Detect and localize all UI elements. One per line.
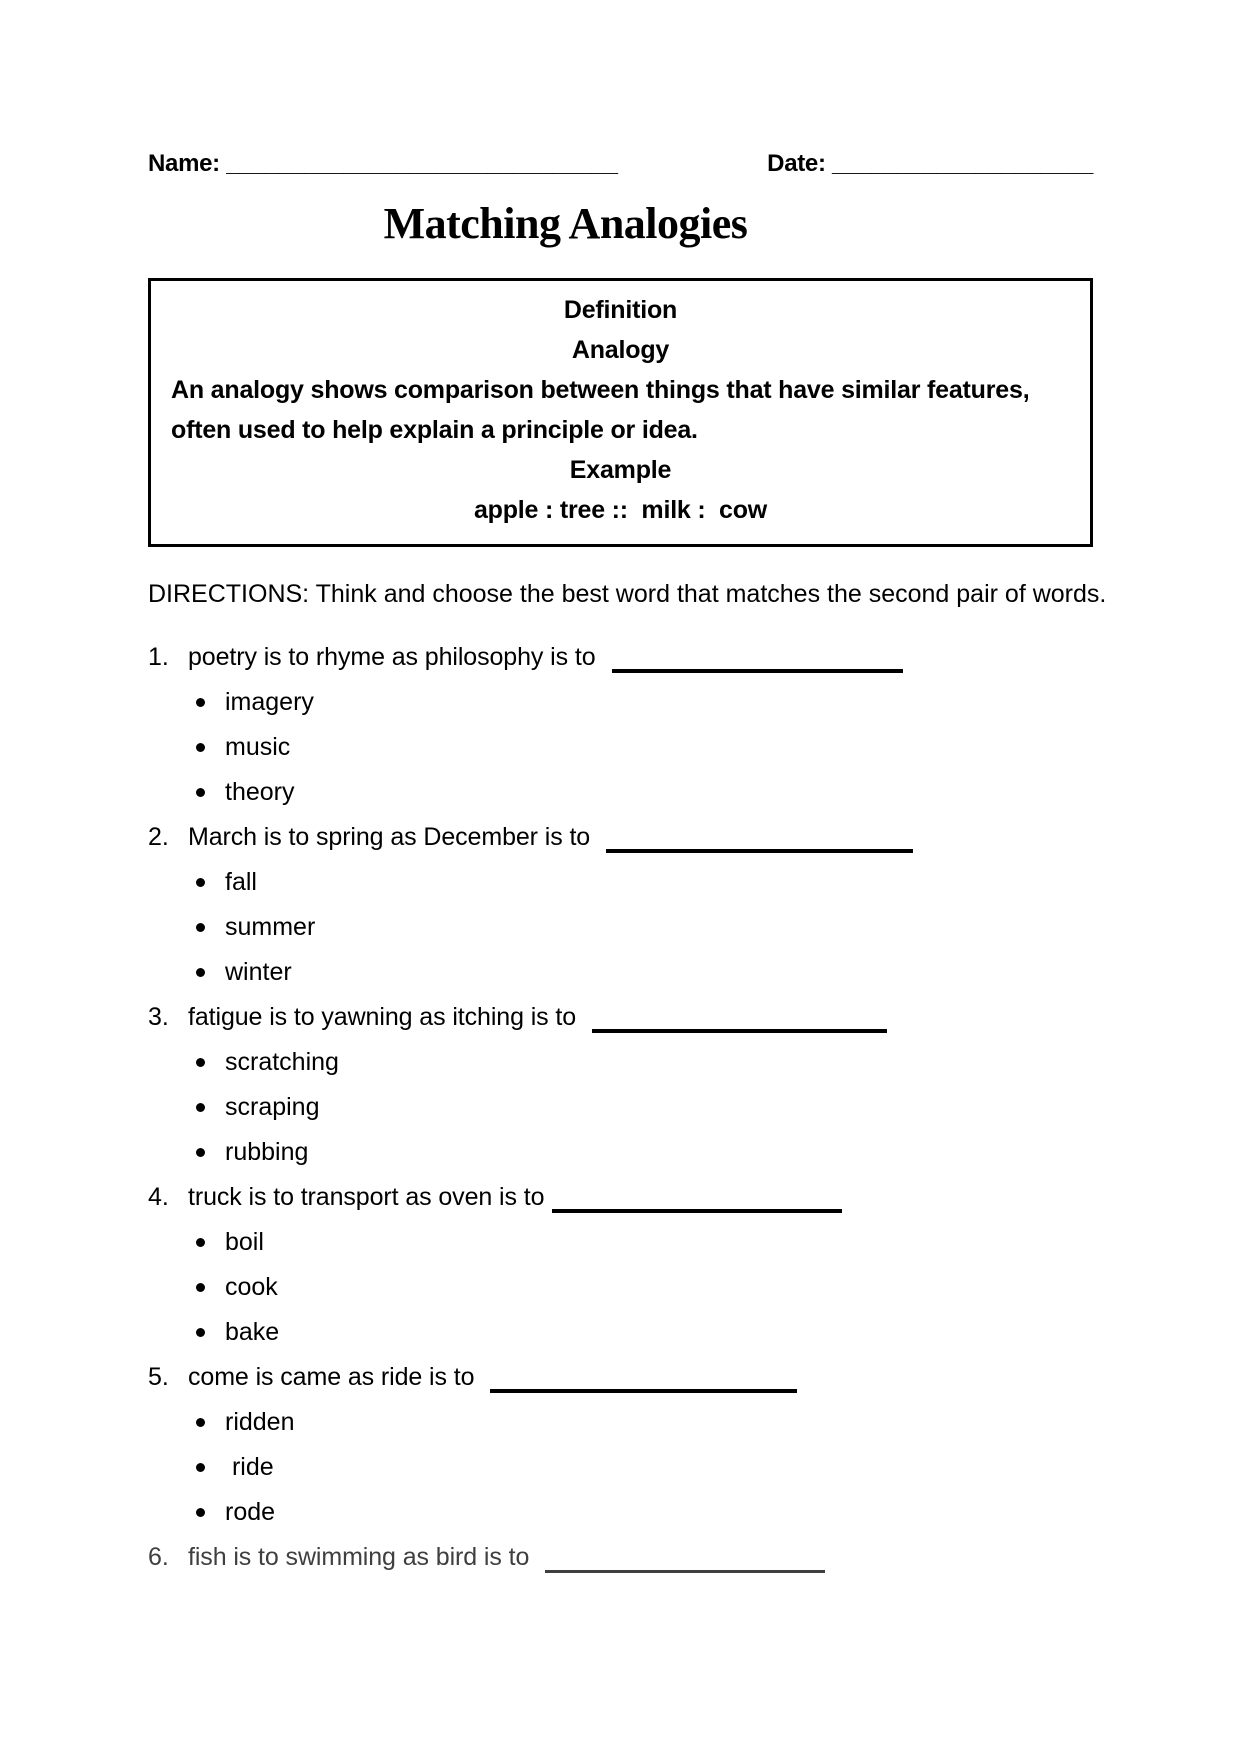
name-label: Name: bbox=[148, 150, 220, 177]
option-row bbox=[148, 1445, 1093, 1490]
question-prompt: fish is to swimming as bird is to bbox=[188, 1543, 530, 1571]
option-row bbox=[148, 1400, 1093, 1445]
header-row bbox=[148, 150, 1093, 178]
option-row bbox=[148, 770, 1093, 815]
bullet-icon bbox=[196, 698, 205, 707]
question-list bbox=[148, 635, 1093, 1580]
question-number: 3. bbox=[148, 1003, 169, 1031]
option-row bbox=[148, 725, 1093, 770]
option-row bbox=[148, 1310, 1093, 1355]
option-label: bake bbox=[225, 1318, 280, 1346]
question-prompt: March is to spring as December is to bbox=[188, 823, 591, 851]
question-1 bbox=[148, 635, 1093, 680]
option-label: cook bbox=[225, 1273, 278, 1301]
answer-blank-3[interactable] bbox=[592, 1029, 887, 1033]
option-row bbox=[148, 1130, 1093, 1175]
definition-heading: Definition bbox=[563, 296, 678, 324]
answer-blank-1[interactable] bbox=[612, 669, 903, 673]
bullet-icon bbox=[196, 1148, 205, 1157]
option-row bbox=[148, 1085, 1093, 1130]
bullet-icon bbox=[196, 743, 205, 752]
option-row bbox=[148, 1040, 1093, 1085]
question-number: 1. bbox=[148, 643, 169, 671]
bullet-icon bbox=[196, 1463, 205, 1472]
date-label: Date: bbox=[767, 150, 826, 177]
bullet-icon bbox=[196, 1328, 205, 1337]
option-row bbox=[148, 1490, 1093, 1535]
name-field bbox=[148, 150, 618, 178]
option-label: scratching bbox=[225, 1048, 339, 1076]
option-label: winter bbox=[225, 958, 292, 986]
question-3 bbox=[148, 995, 1093, 1040]
question-number: 6. bbox=[148, 1543, 169, 1571]
question-prompt: fatigue is to yawning as itching is to bbox=[188, 1003, 577, 1031]
option-label: ridden bbox=[225, 1408, 295, 1436]
answer-blank-5[interactable] bbox=[490, 1389, 797, 1393]
question-number: 2. bbox=[148, 823, 169, 851]
option-label: imagery bbox=[225, 688, 314, 716]
question-number: 4. bbox=[148, 1183, 169, 1211]
bullet-icon bbox=[196, 1508, 205, 1517]
option-label: music bbox=[225, 733, 291, 761]
definition-box bbox=[148, 278, 1093, 547]
bullet-icon bbox=[196, 1238, 205, 1247]
name-blank-line[interactable]: ______________________________ bbox=[219, 150, 618, 177]
answer-blank-4[interactable] bbox=[552, 1209, 842, 1213]
option-row bbox=[148, 680, 1093, 725]
question-prompt: come is came as ride is to bbox=[188, 1363, 475, 1391]
option-row bbox=[148, 860, 1093, 905]
question-2 bbox=[148, 815, 1093, 860]
directions-text: DIRECTIONS: Think and choose the best word that matches the second pair of words. bbox=[148, 580, 1107, 608]
example-heading: Example bbox=[569, 456, 672, 484]
option-label: ride bbox=[225, 1453, 274, 1481]
bullet-icon bbox=[196, 788, 205, 797]
option-label: summer bbox=[225, 913, 316, 941]
option-row bbox=[148, 1220, 1093, 1265]
question-4 bbox=[148, 1175, 1093, 1220]
analogy-heading: Analogy bbox=[571, 336, 670, 364]
question-number: 5. bbox=[148, 1363, 169, 1391]
answer-blank-6[interactable] bbox=[545, 1570, 825, 1573]
question-prompt: truck is to transport as oven is to bbox=[188, 1183, 545, 1211]
bullet-icon bbox=[196, 968, 205, 977]
option-label: rubbing bbox=[225, 1138, 309, 1166]
question-6 bbox=[148, 1535, 1093, 1580]
bullet-icon bbox=[196, 1418, 205, 1427]
option-label: fall bbox=[225, 868, 257, 896]
option-label: theory bbox=[225, 778, 295, 806]
page-title: Matching Analogies bbox=[383, 199, 748, 248]
option-label: boil bbox=[225, 1228, 264, 1256]
question-5 bbox=[148, 1355, 1093, 1400]
bullet-icon bbox=[196, 1103, 205, 1112]
bullet-icon bbox=[196, 1058, 205, 1067]
option-label: rode bbox=[225, 1498, 276, 1526]
bullet-icon bbox=[196, 878, 205, 887]
date-blank-line[interactable]: ____________________ bbox=[825, 150, 1093, 177]
answer-blank-2[interactable] bbox=[606, 849, 913, 853]
question-prompt: poetry is to rhyme as philosophy is to bbox=[188, 643, 596, 671]
bullet-icon bbox=[196, 1283, 205, 1292]
example-text: apple : tree :: milk : cow bbox=[473, 496, 768, 524]
option-row bbox=[148, 1265, 1093, 1310]
option-row bbox=[148, 950, 1093, 995]
definition-body: An analogy shows comparison between things that have similar features, often used to help explain a principle or idea. bbox=[171, 376, 1030, 444]
option-label: scraping bbox=[225, 1093, 320, 1121]
option-row bbox=[148, 905, 1093, 950]
bullet-icon bbox=[196, 923, 205, 932]
date-field bbox=[767, 150, 1093, 178]
